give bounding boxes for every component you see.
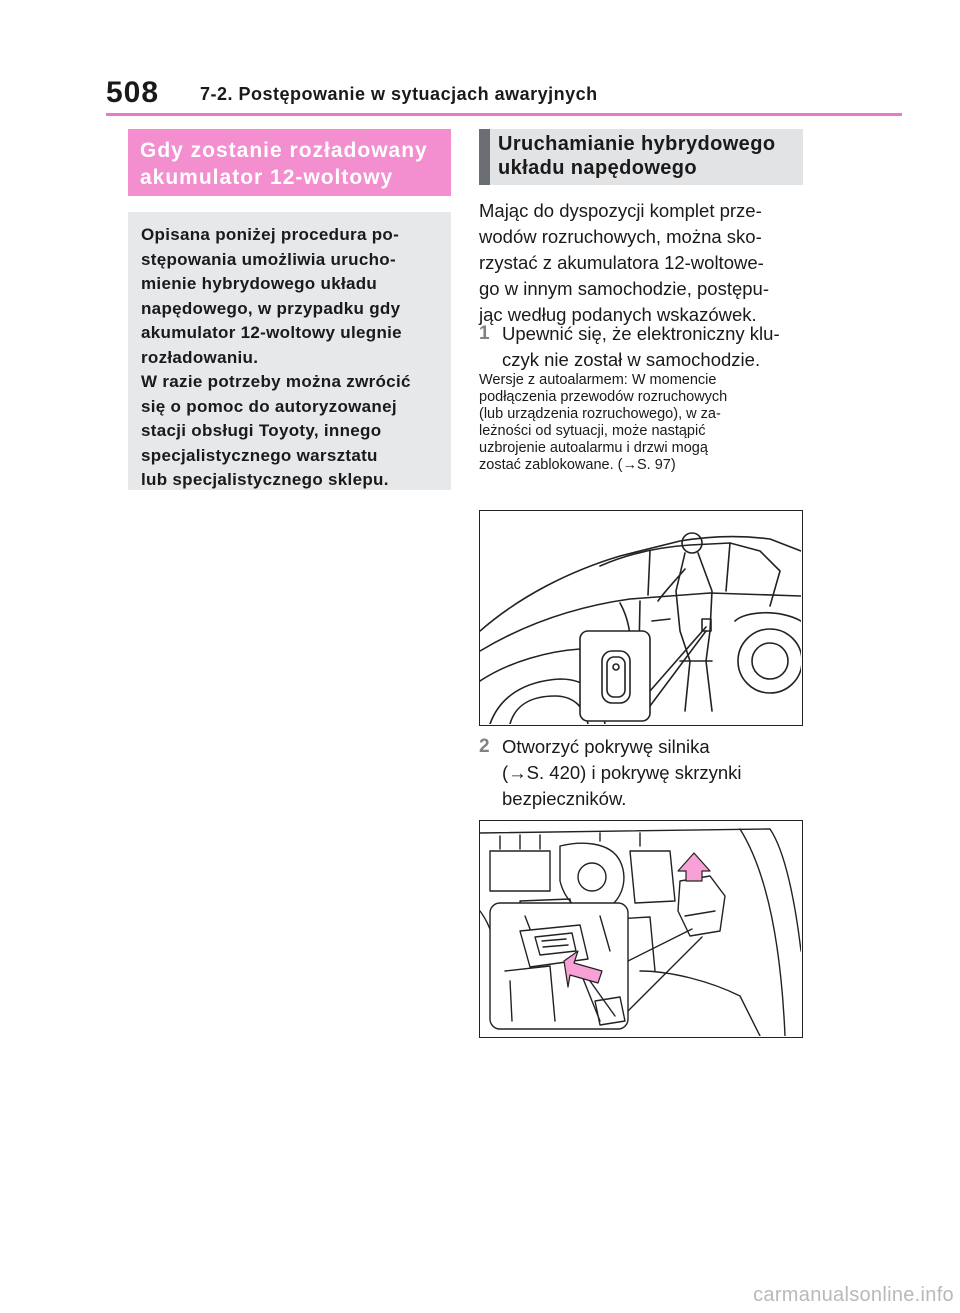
info-line: się o pomoc do autoryzowanej bbox=[141, 396, 397, 416]
intro-line: wodów rozruchowych, można sko- bbox=[479, 226, 762, 247]
step-1 bbox=[479, 321, 809, 373]
note-line: uzbrojenie autoalarmu i drzwi mogą bbox=[479, 440, 708, 456]
step-line: (→S. 420) i pokrywę skrzynki bbox=[502, 762, 742, 783]
info-box bbox=[128, 212, 451, 490]
left-title-line: Gdy zostanie rozładowany bbox=[140, 139, 428, 162]
info-line: stacji obsługi Toyoty, innego bbox=[141, 421, 382, 440]
info-line: lub specjalistycznego sklepu. bbox=[141, 470, 389, 489]
note-line: podłączenia przewodów rozruchowych bbox=[479, 389, 728, 405]
intro-line: Mając do dyspozycji komplet prze- bbox=[479, 200, 762, 221]
step-line: bezpieczników. bbox=[502, 788, 627, 809]
figure-engine-bay bbox=[479, 820, 803, 1038]
engine-fuse-box-icon bbox=[480, 821, 801, 1036]
section-heading: 7-2. Postępowanie w sytuacjach awaryjnych bbox=[200, 84, 598, 104]
step-line: czyk nie został w samochodzie. bbox=[502, 349, 761, 370]
info-line: napędowego, w przypadku gdy bbox=[141, 298, 401, 318]
intro-paragraph bbox=[479, 198, 809, 328]
info-line: specjalistycznego warsztatu bbox=[141, 445, 378, 465]
info-line: akumulator 12-woltowy ulegnie bbox=[141, 323, 402, 342]
figure-car-key bbox=[479, 510, 803, 726]
intro-line: rzystać z akumulatora 12-woltowe- bbox=[479, 252, 764, 273]
note-line: Wersje z autoalarmem: W momencie bbox=[479, 372, 717, 388]
left-title-line: akumulator 12-woltowy bbox=[140, 166, 394, 189]
note-line: leżności od sytuacji, może nastąpić bbox=[479, 423, 706, 439]
person-at-car-with-key-icon bbox=[480, 511, 801, 724]
left-section-title bbox=[128, 129, 451, 196]
page-number: 508 bbox=[106, 76, 160, 109]
right-section-title bbox=[479, 129, 803, 185]
step-number: 1 bbox=[479, 323, 490, 344]
alarm-note bbox=[479, 372, 805, 474]
info-line: W razie potrzeby można zwrócić bbox=[141, 372, 411, 391]
note-line: (lub urządzenia rozruchowego), w za- bbox=[479, 406, 721, 422]
info-line: mienie hybrydowego układu bbox=[141, 274, 378, 293]
step-line: Upewnić się, że elektroniczny klu- bbox=[502, 323, 780, 344]
intro-line: go w innym samochodzie, postępu- bbox=[479, 278, 769, 299]
info-line: Opisana poniżej procedura po- bbox=[141, 225, 400, 244]
header-divider bbox=[106, 113, 902, 116]
step-number: 2 bbox=[479, 736, 490, 757]
step-line: Otworzyć pokrywę silnika bbox=[502, 736, 710, 757]
info-line: stępowania umożliwia urucho- bbox=[141, 249, 396, 269]
watermark: carmanualsonline.info bbox=[753, 1284, 954, 1306]
right-title-line: układu napędowego bbox=[498, 157, 698, 179]
step-2 bbox=[479, 734, 809, 812]
info-line: rozładowaniu. bbox=[141, 347, 259, 367]
note-line: zostać zablokowane. (→S. 97) bbox=[479, 457, 676, 473]
right-title-line: Uruchamianie hybrydowego bbox=[498, 133, 776, 155]
intro-line: jąc według podanych wskazówek. bbox=[479, 304, 757, 325]
